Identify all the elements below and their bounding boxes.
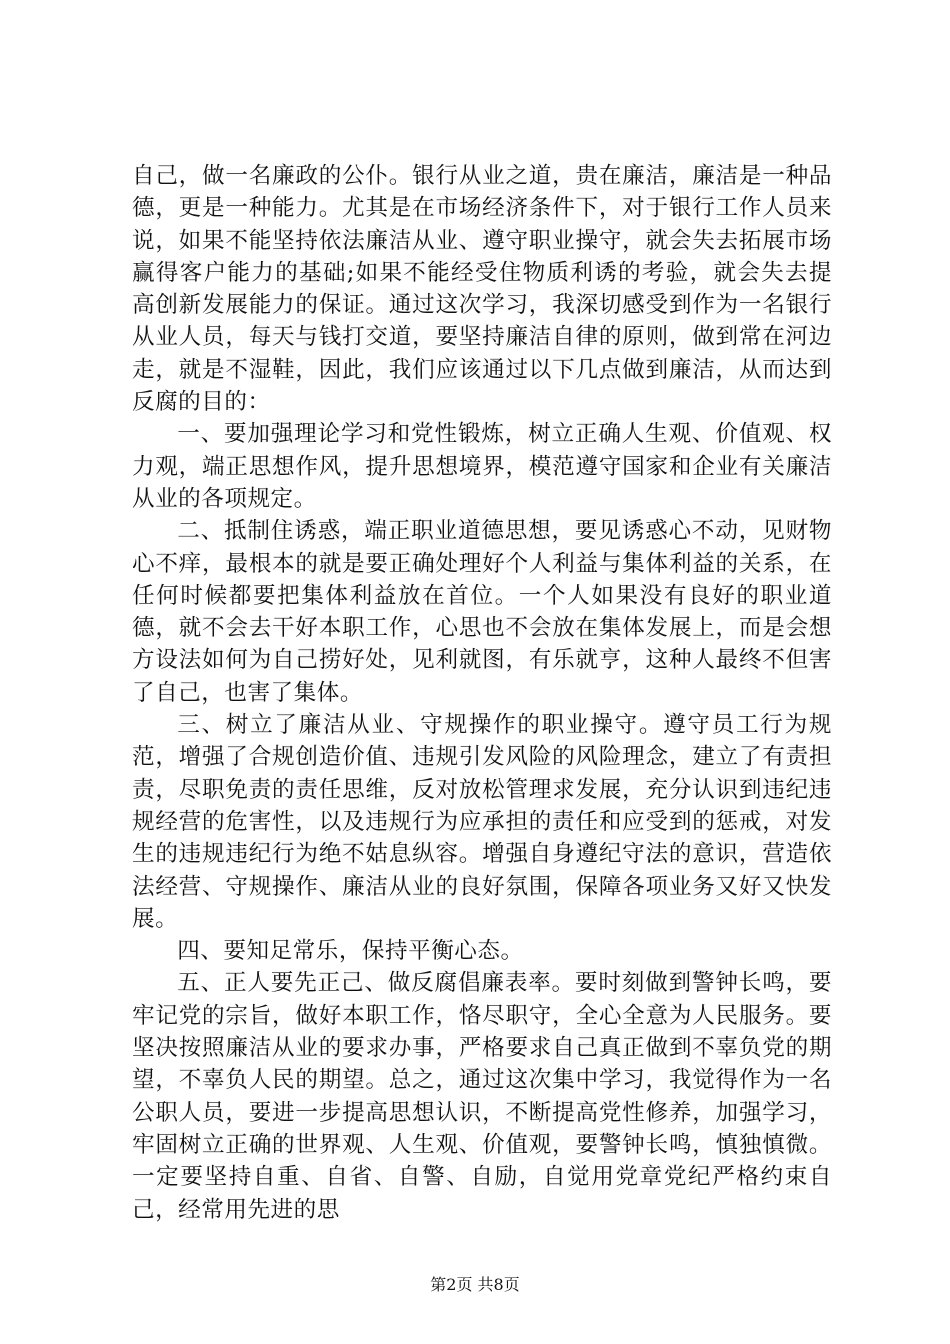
page-number-footer: 第2页 共8页 (430, 1275, 520, 1294)
paragraph-intro-continuation: 自己，做一名廉政的公仆。银行从业之道，贵在廉洁，廉洁是一种品德，更是一种能力。尤其是在市场经济条件下，对于银行工作人员来说，如果不能坚持依法廉洁从业、遵守职业操守，就会失去拓展市场赢得客户能力的基础;如果不能经受住物质利诱的考验，就会失去提高创新发展能力的保证。通过这次学习，我深切感受到作为一名银行从业人员，每天与钱打交道，要坚持廉洁自律的原则，做到常在河边走，就是不湿鞋，因此，我们应该通过以下几点做到廉洁，从而达到反腐的目的： (132, 163, 832, 416)
paragraph-point-4: 四、要知足常乐，保持平衡心态。 (177, 938, 524, 965)
paragraph-point-3: 三、树立了廉洁从业、守规操作的职业操守。遵守员工行为规范，增强了合规创造价值、违规引发风险的风险理念，建立了有责担责，尽职免责的责任思维，反对放松管理求发展，充分认识到违纪违规经营的危害性，以及违规行为应承担的责任和应受到的惩戒，对发生的违规违纪行为绝不姑息纵容。增强自身遵纪守法的意识，营造依法经营、守规操作、廉洁从业的良好氛围，保障各项业务又好又快发展。 (132, 712, 832, 932)
paragraph-point-5: 五、正人要先正己、做反腐倡廉表率。要时刻做到警钟长鸣，要牢记党的宗旨，做好本职工作，恪尽职守，全心全意为人民服务。要坚决按照廉洁从业的要求办事，严格要求自己真正做到不辜负党的期望，不辜负人民的期望。总之，通过这次集中学习，我觉得作为一名公职人员，要进一步提高思想认识，不断提高党性修养，加强学习，牢固树立正确的世界观、人生观、价值观，要警钟长鸣，慎独慎微。一定要坚持自重、自省、自警、自励，自觉用党章党纪严格约束自己，经常用先进的思 (132, 970, 832, 1223)
document-body (132, 160, 832, 1226)
paragraph-point-2: 二、抵制住诱惑，端正职业道德思想，要见诱惑心不动，见财物心不痒，最根本的就是要正确处理好个人利益与集体利益的关系，在任何时候都要把集体利益放在首位。一个人如果没有良好的职业道德，就不会去干好本职工作，心思也不会放在集体发展上，而是会想方设法如何为自己捞好处，见利就图，有乐就亨，这种人最终不但害了自己，也害了集体。 (132, 518, 832, 706)
paragraph-point-1: 一、要加强理论学习和党性锻炼，树立正确人生观、价值观、权力观，端正思想作风，提升思想境界，模范遵守国家和企业有关廉洁从业的各项规定。 (132, 421, 832, 512)
